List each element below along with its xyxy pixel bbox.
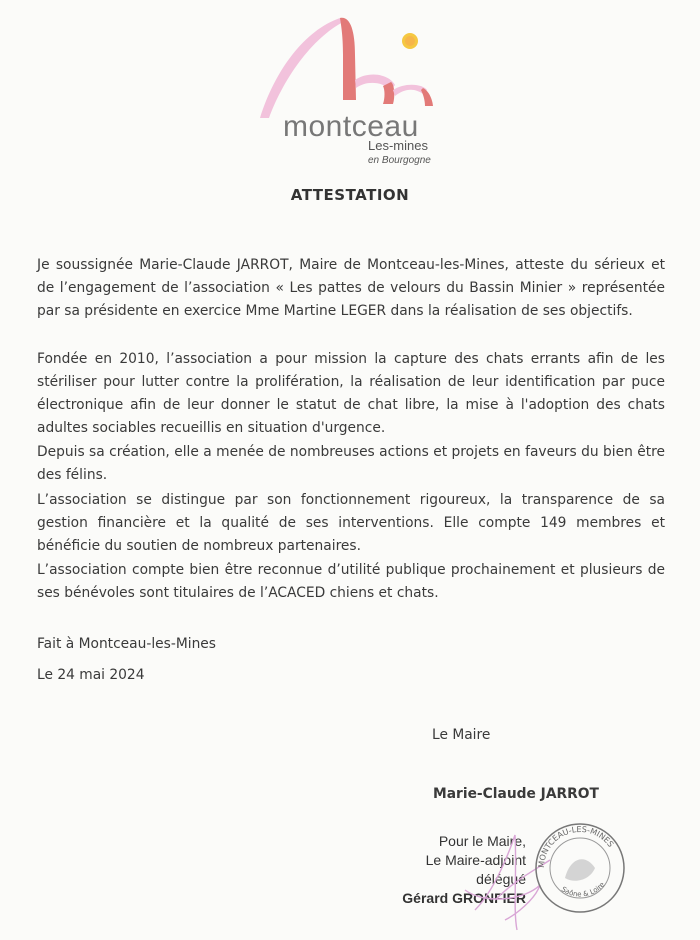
- deputy-name: Gérard GRONFIER: [402, 890, 526, 906]
- stamp-text-bottom: Saône & Loire: [559, 880, 607, 899]
- stamp-text-top: MONTCEAU-LES-MINES: [536, 824, 616, 869]
- mayor-label: Le Maire: [432, 727, 491, 743]
- ribbon-logo-icon: [255, 10, 455, 120]
- document-title: ATTESTATION: [290, 186, 410, 204]
- paragraph-4: L’association se distingue par son fonctionnement rigoureux, la transparence de sa gestion financière et la qualité de ses interventions. Elle compte 149 membres et bénéficie du soutien de nombreux partenaires.: [37, 492, 665, 554]
- logo-name: montceau: [283, 110, 419, 143]
- paragraph-2: Fondée en 2010, l’association a pour mission la capture des chats errants afin de les stériliser pour lutter contre la prolifération, la réalisation de leur identification par puce électronique afin de leur donner le statut de chat libre, la mise à l'adoption des chats adultes sociables recueillis en situation d'urgence.: [37, 351, 665, 436]
- paragraph-1: Je soussignée Marie-Claude JARROT, Maire de Montceau-les-Mines, atteste du sérieux et de l’engagement de l’association « Les pattes de velours du Bassin Minier » représentée par sa présidente en exercice Mme Martine LEGER dans la réalisation de ses objectifs.: [37, 257, 665, 319]
- deputy-line-2: Le Maire-adjoint délégué: [425, 852, 526, 887]
- official-stamp-icon: [530, 818, 630, 918]
- date: Le 24 mai 2024: [37, 667, 145, 683]
- logo-subtitle: Les-mines: [368, 138, 428, 153]
- deputy-line-1: Pour le Maire,: [438, 833, 526, 849]
- mayor-name: Marie-Claude JARROT: [433, 786, 599, 802]
- logo-region: en Bourgogne: [368, 155, 431, 166]
- montceau-logo: [255, 10, 455, 165]
- paragraph-3: Depuis sa création, elle a menée de nombreuses actions et projets en faveurs du bien être des félins.: [37, 444, 665, 483]
- place: Fait à Montceau-les-Mines: [37, 636, 216, 652]
- svg-text:Saône & Loire: [560, 881, 607, 899]
- paragraph-5: L’association compte bien être reconnue d’utilité publique prochainement et plusieurs de ses bénévoles sont titulaires de l’ACACED chiens et chats.: [37, 562, 665, 601]
